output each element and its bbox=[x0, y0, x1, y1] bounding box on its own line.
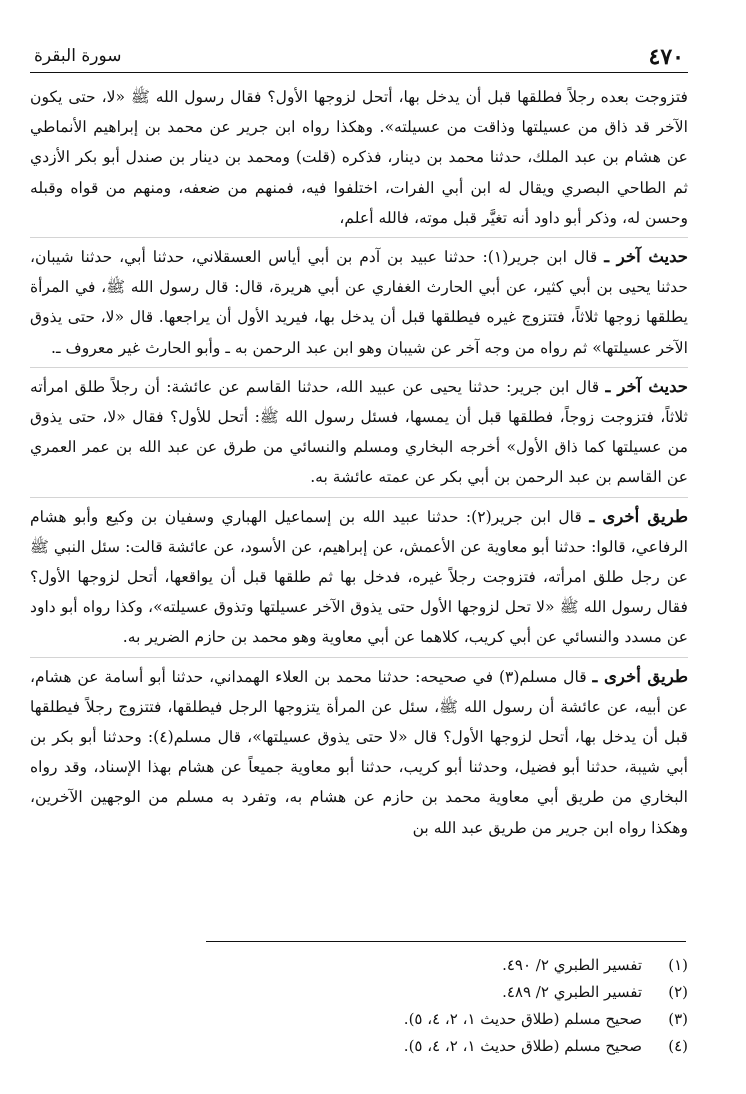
paragraph-text: قال ابن جرير: حدثنا يحيى عن عبيد الله، حدثنا القاسم عن عائشة: أن رجلاً طلق امرأته ثلاثاً، فتزوجت زوجاً، فطلقها قبل أن يمسها، فسئل رسول الله ﷺ: أتحل للأول؟ فقال «لا، حتى يذوق من عسيلتها كما ذاق الأول» أخرجه البخاري ومسلم والنسائي من طرق عن عبد الله بن عمر العمري عن القاسم بن عبد الرحمن بن أبي بكر عن عمته عائشة به. bbox=[30, 377, 688, 487]
paragraph-label: طريق أخرى ـ bbox=[592, 666, 688, 686]
paragraph bbox=[30, 237, 688, 363]
main-text bbox=[30, 82, 688, 942]
paragraph-label: حديث آخر ـ bbox=[605, 376, 688, 396]
footnote-text: تفسير الطبري ٢/ ٤٨٩. bbox=[502, 983, 642, 1001]
footnote-divider bbox=[206, 941, 686, 942]
paragraph-label: حديث آخر ـ bbox=[604, 247, 688, 267]
footnote-text: تفسير الطبري ٢/ ٤٩٠. bbox=[502, 956, 642, 974]
paragraph-text: قال ابن جرير(٢): حدثنا عبيد الله بن إسماعيل الهباري وسفيان بن وكيع وأبو هشام الرفاعي، قالوا: حدثنا أبو معاوية عن الأعمش، عن إبراهيم، عن الأسود، عن عائشة قالت: سئل النبي ﷺ عن رجل طلق امرأته، فتزوجت رجلاً غيره، فدخل بها ثم طلقها قبل أن يواقعها، أتحل لزوجها الأول؟ فقال رسول الله ﷺ «لا تحل لزوجها الأول حتى يذوق الآخر عسيلتها وتذوق عسيلته»، وكذا رواه أبو داود عن مسدد والنسائي عن أبي كريب، كلاهما عن أبي معاوية وهو محمد بن حازم الضرير به. bbox=[30, 507, 688, 647]
paragraph-label: طريق أخرى ـ bbox=[589, 506, 688, 526]
footnotes bbox=[30, 952, 688, 1060]
footnote bbox=[30, 952, 688, 979]
paragraph-text: قال ابن جرير(١): حدثنا عبيد بن آدم بن أبي أياس العسقلاني، حدثنا أبي، حدثنا شيبان، حدثنا يحيى بن أبي كثير، عن أبي الحارث الغفاري عن أبي هريرة، قال: قال رسول الله ﷺ، في المرأة يطلقها زوجها ثلاثاً، فتتزوج غيره فيطلقها قبل أن يدخل بها، فيريد الأول أن يراجعها. قال «لا، حتى يذوق الآخر عسيلتها» ثم رواه من وجه آخر عن شيبان وهو ابن عبد الرحمن به ـ وأبو الحارث غير معروف ـ. bbox=[30, 248, 688, 357]
footnote-number: (٣) bbox=[668, 1010, 688, 1028]
paragraph bbox=[30, 367, 688, 493]
running-title: سورة البقرة bbox=[34, 46, 122, 66]
paragraph bbox=[30, 657, 688, 843]
paragraph bbox=[30, 82, 688, 233]
footnote bbox=[30, 1006, 688, 1033]
page-header bbox=[30, 38, 688, 73]
footnote-text: صحيح مسلم (طلاق حديث ١، ٢، ٤، ٥). bbox=[403, 1037, 642, 1055]
footnote-text: صحيح مسلم (طلاق حديث ١، ٢، ٤، ٥). bbox=[403, 1010, 642, 1028]
paragraph-text: فتزوجت بعده رجلاً فطلقها قبل أن يدخل بها، أتحل لزوجها الأول؟ فقال رسول الله ﷺ «لا، حتى يكون الآخر قد ذاق من عسيلتها وذاقت من عسيلته». وهكذا رواه ابن جرير عن محمد بن إبراهيم الأنماطي عن هشام بن عبد الملك، حدثنا محمد بن دينار، فذكره (قلت) ومحمد بن دينار بن صندل أبو بكر الأزدي ثم الطاحي البصري ويقال له ابن أبي الفرات، اختلفوا فيه، فمنهم من ضعفه، ومنهم من قواه وقبله وحسن له، وذكر أبو داود أنه تغيَّر قبل موته، فالله أعلم، bbox=[30, 88, 688, 227]
footnote bbox=[30, 1033, 688, 1060]
footnote-number: (٤) bbox=[668, 1037, 688, 1055]
paragraph-text: قال مسلم(٣) في صحيحه: حدثنا محمد بن العلاء الهمداني، حدثنا أبو أسامة عن هشام، عن أبيه، عن عائشة أن رسول الله ﷺ، سئل عن المرأة يتزوجها الرجل فيطلقها، فتتزوج رجلاً فيطلقها قبل أن يدخل بها، أتحل لزوجها الأول؟ قال «لا حتى يذوق عسيلتها»، قال مسلم(٤): وحدثنا أبو بكر بن أبي شيبة، حدثنا أبو فضيل، وحدثنا أبو كريب، حدثنا أبو معاوية جميعاً عن هشام بهذا الإسناد، وقد رواه البخاري من طريق أبي معاوية محمد بن حازم عن هشام به، وتفرد به مسلم من الوجهين الآخرين، وهكذا رواه ابن جرير من طريق عبد الله بن bbox=[30, 667, 688, 837]
footnote-number: (٢) bbox=[668, 983, 688, 1001]
footnote-number: (١) bbox=[668, 956, 688, 974]
page-number: ٤٧٠ bbox=[648, 44, 684, 70]
footnote bbox=[30, 979, 688, 1006]
paragraph bbox=[30, 497, 688, 653]
